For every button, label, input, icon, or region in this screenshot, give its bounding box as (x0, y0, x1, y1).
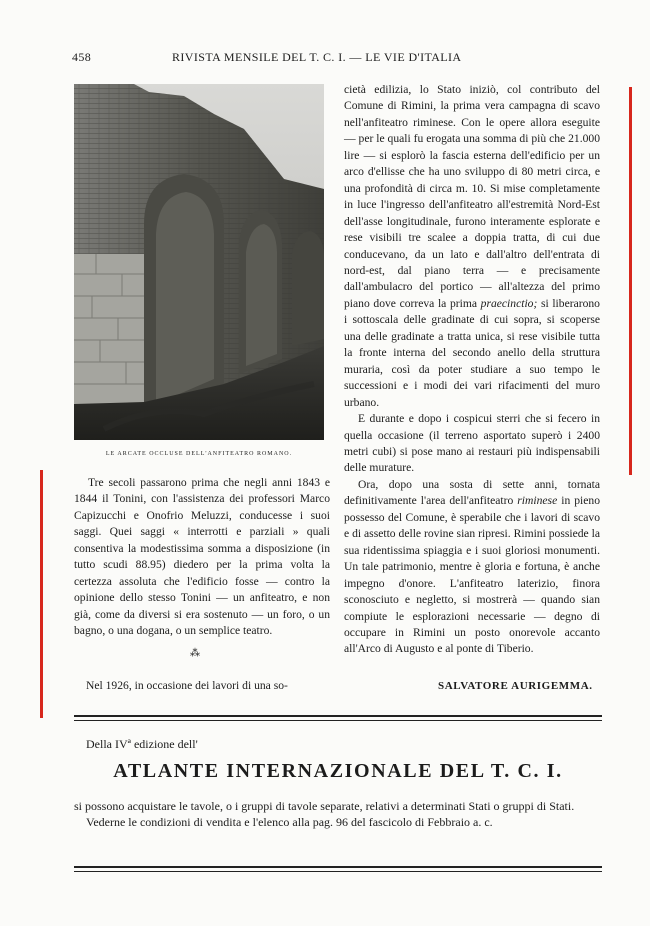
photo-caption: LE ARCATE OCCLUSE DELL'ANFITEATRO ROMANO. (105, 451, 293, 457)
right-paragraph-3: Ora, dopo una sosta di sette anni, tornata definitivamente l'area dell'anfiteatro riminese in pieno possesso del Comune, è sperabile che i lavori di scavo e di assetto delle rovine sian ripresi. Rimini possiede la sua ridentissima spiaggia e i suoi gloriosi monumenti. Un tale patrimonio, mentre è gloria e fortuna, è anche impegno d'onore. L'anfiteatro laterizio, finora sconosciuto e negletto, si mostrerà — quando sian compiute le esplorazioni necessarie — degno di occupare in Rimini un posto onorevole accanto all'Arco di Augusto e al ponte di Tiberio. (344, 477, 601, 656)
page-header (72, 50, 606, 70)
author-signature: SALVATORE AURIGEMMA. (438, 680, 593, 692)
right-column (344, 82, 600, 658)
red-margin-bar-left (40, 470, 43, 718)
page-number: 458 (72, 50, 92, 64)
right-paragraph-1: cietà edilizia, lo Stato iniziò, col contributo del Comune di Rimini, la prima vera campagna di scavo nell'anfiteatro riminese. Con le opere allora eseguite — per le quali fu erogata una somma di più che 21.000 lire — si esplorò la fascia esterna dell'edificio per un arco d'ellisse che ha uno sviluppo di 80 metri circa, e una profondità di circa m. 10. Si mise completamente in luce l'ingresso dell'anfiteatro all'estremità Nord-Est dell'asse longitudinale, furono interamente esplorate e rese visibili tre scalee a doppia tratta, di cui due conducevano, da un lato e dall'altro dell'entrata di nord-est, dal piano terra — e precisamente dall'ambulacro del portico — all'altezza del primo piano dove correva la prima praecinctio; si liberarono i sottoscala delle gradinate di cui sopra, si scoperse una delle gradinate a tratta unica, si rese visibile tutta la fronte interna del secondo anello della struttura muraria, così da poter studiare a suo tempo le successioni e i modi dei vari rifacimenti del muro urbano. (344, 83, 600, 409)
divider-rule (74, 715, 602, 721)
continuation-line: Nel 1926, in occasione dei lavori di una so- (86, 679, 288, 692)
ad-title: ATLANTE INTERNAZIONALE DEL T. C. I. (113, 760, 563, 782)
ad-body (74, 798, 602, 830)
running-head: RIVISTA MENSILE DEL T. C. I. — LE VIE D'ITALIA (172, 50, 462, 64)
left-paragraph: Tre secoli passarono prima che negli anni 1843 e 1844 il Tonini, con l'assistenza dei professori Marco Capizucchi e Onofrio Meluzzi, conducesse i suoi saggi. Quei saggi « interrotti e parziali » quali consentiva la modestissima somma a disposizione (in tutto scudi 88.95) diedero per la prima volta la certezza assoluta che l'edificio fosse — contro la opinione dello stesso Tonini — un anfiteatro, e non già, come da diversi si era sostenuto — un foro, o un bagno, o una dogana, o un semplice teatro. (74, 476, 330, 638)
bottom-divider-rule (74, 866, 602, 872)
amphitheatre-photo (74, 84, 324, 440)
red-margin-bar-right (629, 87, 632, 475)
right-paragraph-2: E durante e dopo i cospicui sterri che si fecero in quella occasione (il terreno asportato superò i 2400 metri cubi) si pose mano ai restauri più indispensabili delle murature. (344, 412, 600, 475)
ad-intro: Della IVª edizione dell' (86, 737, 198, 751)
ad-line-2: Vederne le condizioni di vendita e l'elenco alla pag. 96 del fascicolo di Febbraio a. c. (86, 815, 493, 829)
asterism: ⁂ (190, 648, 200, 659)
left-column (74, 475, 330, 640)
ad-line-1: si possono acquistare le tavole, o i gruppi di tavole separate, relativi a determinati Stati o gruppi di Stati. (74, 799, 575, 813)
